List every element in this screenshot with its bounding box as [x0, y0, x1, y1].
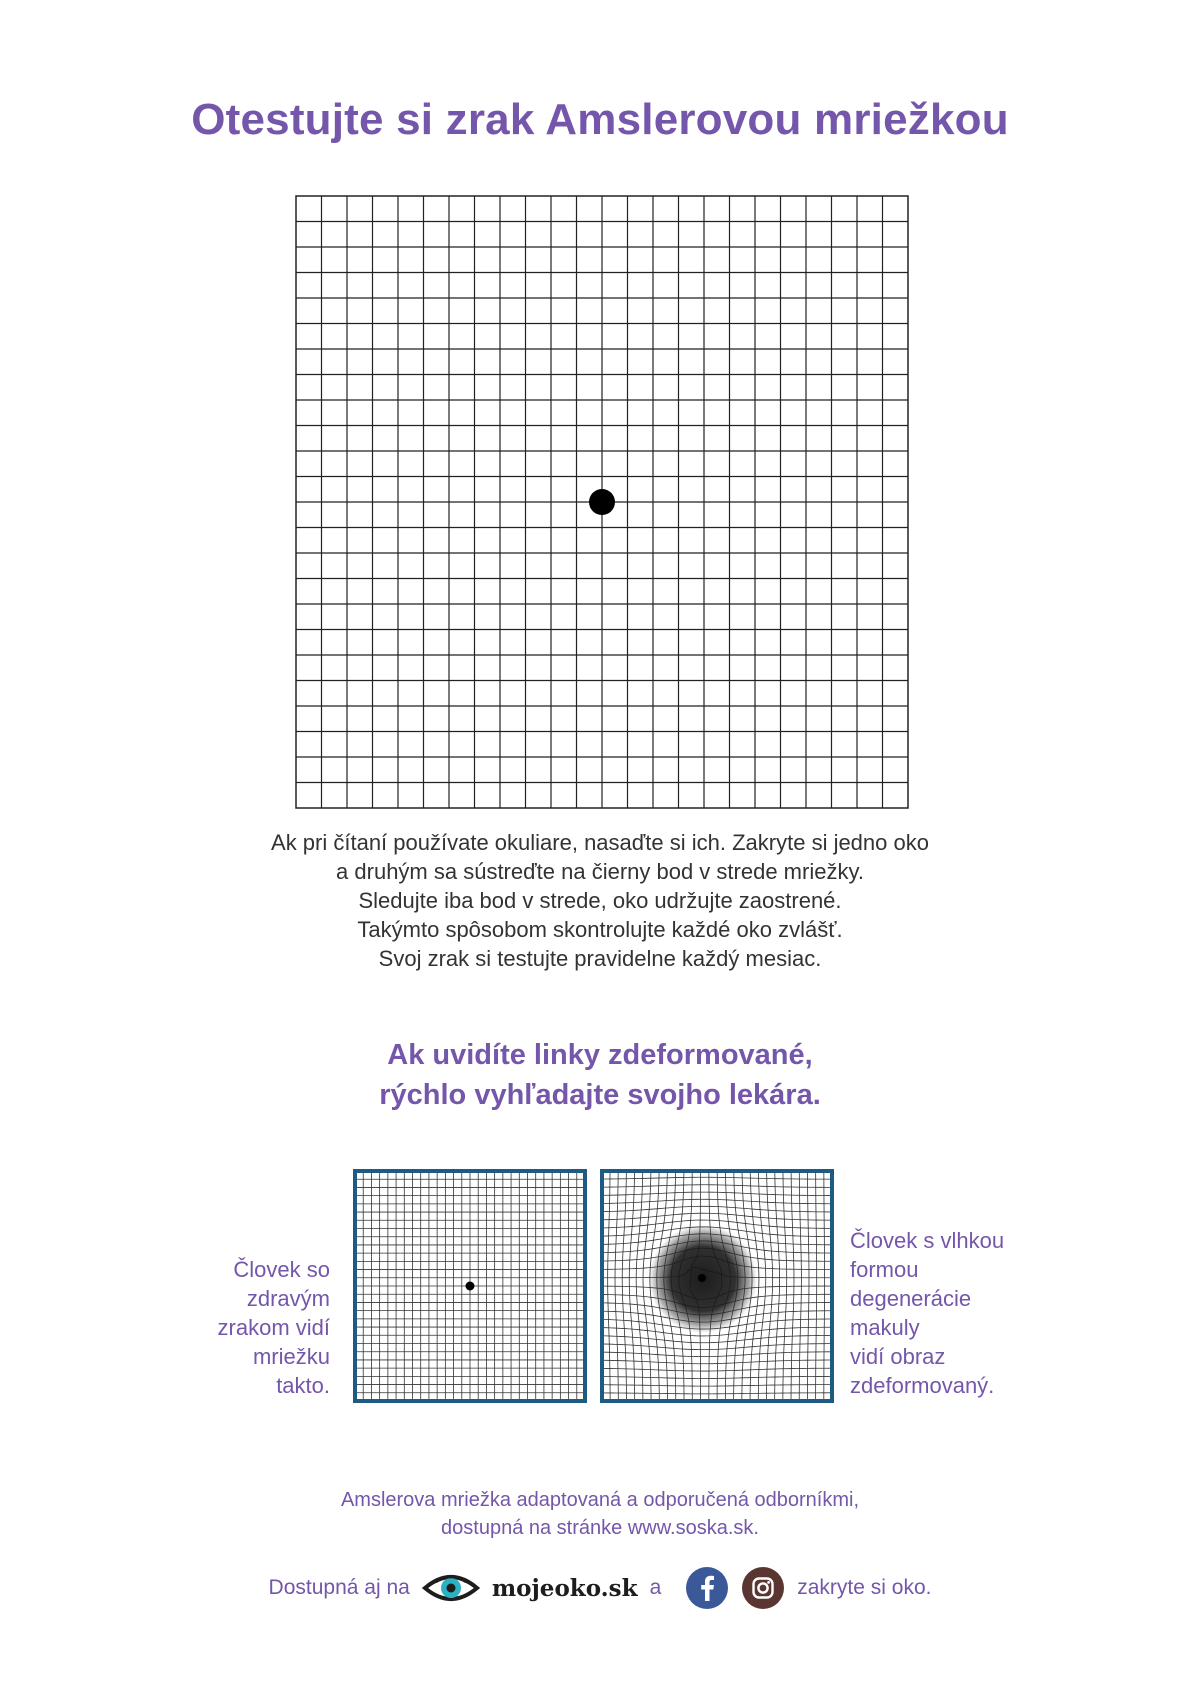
caption-line: Človek so [233, 1257, 330, 1282]
center-dot [589, 489, 615, 515]
healthy-vision-grid [353, 1169, 587, 1403]
social-handle: zakryte si oko. [797, 1576, 932, 1599]
footer-credit [0, 1486, 1200, 1542]
amd-caption [850, 1226, 1080, 1400]
brand-link[interactable]: mojeoko.sk [491, 1574, 638, 1602]
caption-line: takto. [276, 1373, 330, 1398]
instruction-line: Takýmto spôsobom skontrolujte každé oko zvlášť. [357, 917, 843, 942]
caption-line: zrakom vidí [217, 1315, 330, 1340]
caption-line: zdeformovaný. [850, 1373, 995, 1398]
warning-line: Ak uvidíte linky zdeformované, [387, 1039, 813, 1071]
caption-line: makuly [850, 1315, 920, 1340]
available-label: Dostupná aj na [268, 1576, 410, 1599]
healthy-caption [150, 1255, 330, 1400]
instruction-line: Ak pri čítaní používate okuliare, nasaďte si ich. Zakryte si jedno oko [271, 830, 929, 855]
warning-heading [0, 1035, 1200, 1115]
caption-line: mriežku [252, 1344, 330, 1369]
footer-line: dostupná na stránke www.soska.sk. [441, 1517, 759, 1539]
caption-line: formou [850, 1257, 919, 1282]
instagram-icon[interactable] [741, 1566, 785, 1610]
instruction-line: Sledujte iba bod v strede, oko udržujte zaostrené. [358, 888, 842, 913]
instructions [0, 828, 1200, 973]
caption-line: vidí obraz [850, 1344, 946, 1369]
caption-line: Človek s vlhkou [850, 1228, 1005, 1253]
caption-line: degenerácie [850, 1286, 972, 1311]
distorted-vision-grid [600, 1169, 834, 1403]
amsler-grid [295, 195, 909, 809]
center-dot [698, 1274, 706, 1282]
warning-line: rýchlo vyhľadajte svojho lekára. [379, 1079, 821, 1111]
instruction-line: Svoj zrak si testujte pravidelne každý mesiac. [378, 946, 822, 971]
footer-line: Amslerova mriežka adaptovaná a odporučená odborníkmi, [340, 1489, 860, 1511]
page-title: Otestujte si zrak Amslerovou mriežkou [191, 95, 1009, 144]
center-dot [466, 1282, 475, 1291]
instruction-line: a druhým sa sústreďte na čierny bod v strede mriežky. [336, 859, 864, 884]
eye-icon [422, 1570, 480, 1606]
caption-line: zdravým [246, 1286, 330, 1311]
facebook-icon[interactable] [685, 1566, 729, 1610]
conjunction-text: a [649, 1576, 662, 1599]
availability-row [0, 1563, 1200, 1613]
